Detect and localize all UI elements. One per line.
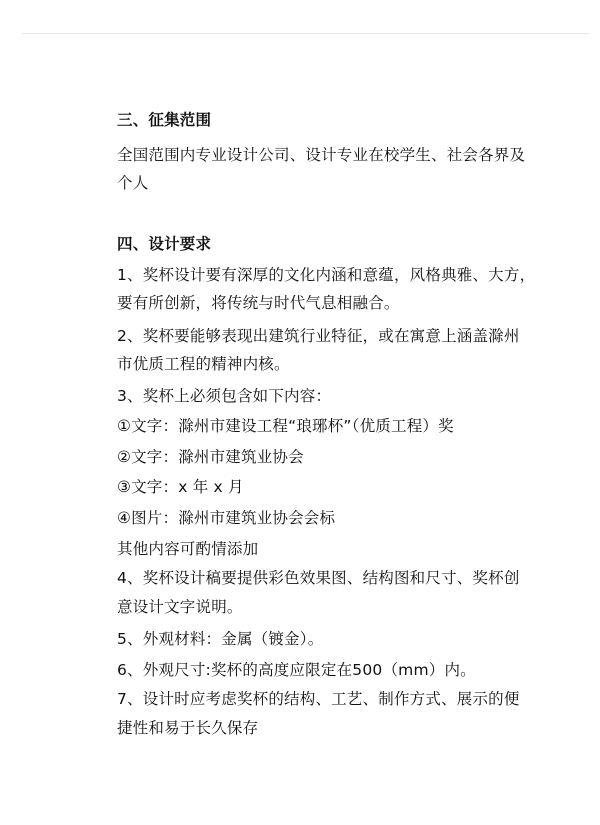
section-4-line-6: ①文字：滁州市建设工程“琅琊杯”（优质工程）奖 <box>117 417 454 435</box>
section-4-line-2: 要有所创新，将传统与时代气息相融合。 <box>117 294 400 312</box>
section-4-line-9: ④图片：滁州市建筑业协会会标 <box>117 509 336 527</box>
section-4-line-5: 3、奖杯上必须包含如下内容： <box>117 387 332 405</box>
section-4-line-4: 市优质工程的精神内核。 <box>117 355 290 373</box>
section-4-line-1: 1、奖杯设计要有深厚的文化内涵和意蕴，风格典雅、大方， <box>117 266 536 284</box>
section-4-line-13: 5、外观材料：金属（镀金）。 <box>117 630 324 648</box>
section-4-line-14: 6、外观尺寸:奖杯的高度应限定在500（mm）内。 <box>117 661 476 679</box>
section-3-line-2: 个人 <box>117 174 149 192</box>
section-4-line-8: ③文字：x 年 x 月 <box>117 478 244 496</box>
section-4-line-7: ②文字：滁州市建筑业协会 <box>117 448 304 466</box>
section-4-heading: 四、设计要求 <box>117 235 212 253</box>
section-3-line-1: 全国范围内专业设计公司、设计专业在校学生、社会各界及 <box>117 146 526 164</box>
section-4-line-12: 意设计文字说明。 <box>117 598 243 616</box>
section-4-line-3: 2、奖杯要能够表现出建筑行业特征，或在寓意上涵盖滁州 <box>117 327 520 345</box>
section-4-line-16: 捷性和易于长久保存 <box>117 719 259 737</box>
section-4-line-10: 其他内容可酌情添加 <box>117 540 259 558</box>
section-4-line-15: 7、设计时应考虑奖杯的结构、工艺、制作方式、展示的便 <box>117 690 520 708</box>
section-3-heading: 三、征集范围 <box>117 111 212 129</box>
section-4-line-11: 4、奖杯设计稿要提供彩色效果图、结构图和尺寸、奖杯创 <box>117 569 520 587</box>
page-top-edge <box>22 33 590 34</box>
